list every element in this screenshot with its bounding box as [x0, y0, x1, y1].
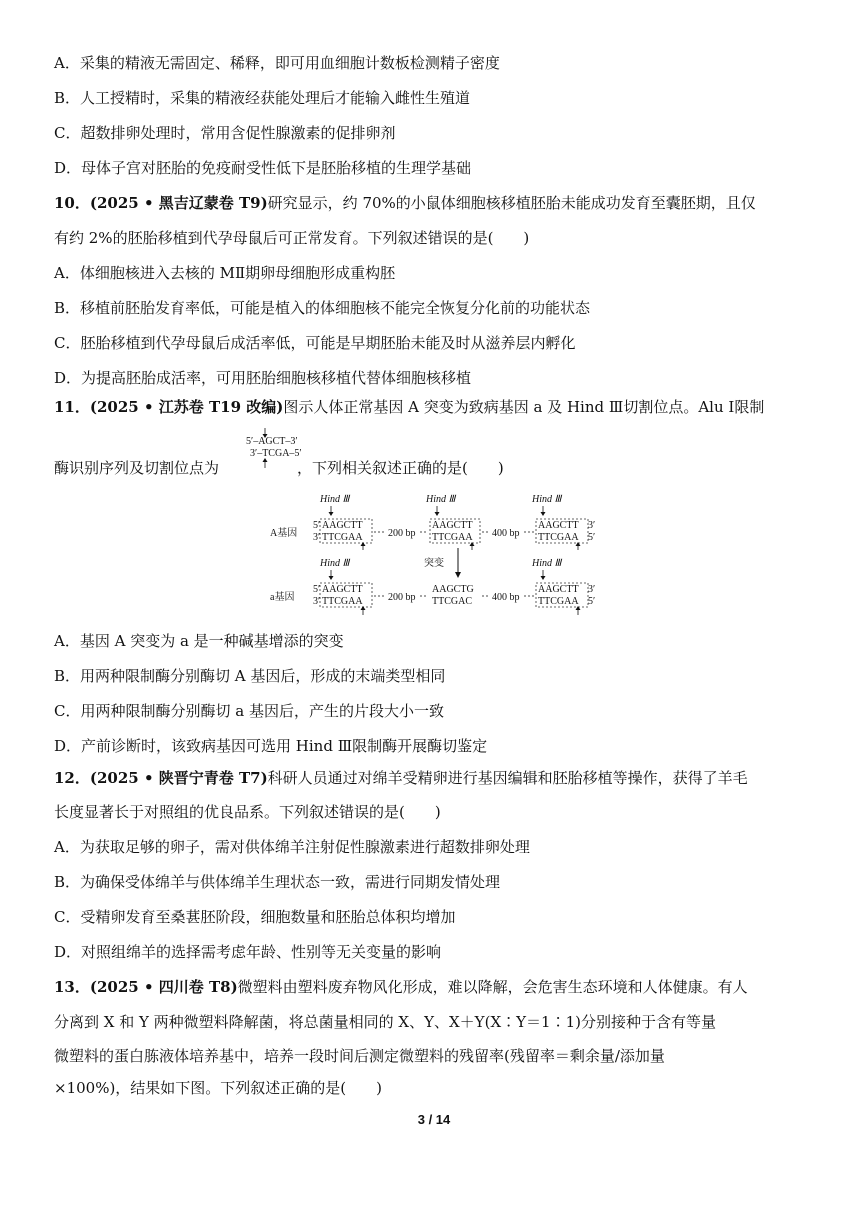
hind-label-4: Hind Ⅲ [532, 558, 562, 569]
A-len-200: 200 bp [388, 528, 416, 539]
A-site1-p5: 5′ [313, 520, 321, 531]
A-site1-bottom: TTCGAA [322, 532, 363, 543]
q11-stem-text2b: ，下列相关叙述正确的是( ) [297, 459, 504, 477]
q12-option-d: D．对照组绵羊的选择需考虑年龄、性别等无关变量的影响 [54, 943, 442, 961]
q11-number: 11． [54, 398, 90, 416]
q11-source: (2025 • 江苏卷 T19 改编) [89, 398, 284, 416]
a-site3-p5: 5′ [588, 596, 596, 607]
a-mut-bottom: TTCGAC [432, 596, 472, 607]
q11-option-d: D．产前诊断时，该致病基因可选用 Hind Ⅲ限制酶开展酶切鉴定 [54, 737, 488, 755]
a-site1-p3: 3′ [313, 596, 321, 607]
q11-stem-line2 [54, 457, 504, 479]
a-site1-top: AAGCTT [322, 584, 363, 595]
q13-stem-line4: ×100%)，结果如下图。下列叙述正确的是( ) [54, 1079, 383, 1097]
q12-source: (2025 • 陕晋宁青卷 T7) [89, 769, 268, 787]
q10-option-b: B．移植前胚胎发育率低，可能是植入的体细胞核不能完全恢复分化前的功能状态 [54, 299, 591, 317]
a-site1-p5: 5′ [313, 584, 321, 595]
q11-stem-line1 [54, 396, 764, 418]
hind-label-1: Hind Ⅲ [320, 494, 350, 505]
A-site1-top: AAGCTT [322, 520, 363, 531]
q12-option-c: C．受精卵发育至桑葚胚阶段，细胞数量和胚胎总体积均增加 [54, 908, 456, 926]
A-site3-top: AAGCTT [538, 520, 579, 531]
alu-seq-top: 5′–AGCT–3′ [246, 436, 298, 447]
q10-number: 10． [54, 194, 90, 212]
q9-option-c: C．超数排卵处理时，常用含促性腺激素的促排卵剂 [54, 124, 396, 142]
gene-mutation-diagram [260, 488, 620, 618]
A-site3-bottom: TTCGAA [538, 532, 579, 543]
a-site3-top: AAGCTT [538, 584, 579, 595]
label-gene-a: a基因 [270, 592, 295, 603]
q13-stem-line1 [54, 976, 748, 998]
q10-stem-line2: 有约 2%的胚胎移植到代孕母鼠后可正常发育。下列叙述错误的是( ) [54, 229, 530, 247]
a-site1-bottom: TTCGAA [322, 596, 363, 607]
q10-option-d: D．为提高胚胎成活率，可用胚胎细胞核移植代替体细胞核移植 [54, 369, 472, 387]
q10-stem-line1 [54, 192, 756, 214]
q11-stem-text2a: 酶识别序列及切割位点为 [54, 459, 220, 477]
q10-option-a: A．体细胞核进入去核的 MⅡ期卵母细胞形成重构胚 [54, 264, 396, 282]
q12-stem-line2: 长度显著长于对照组的优良品系。下列叙述错误的是( ) [54, 803, 441, 821]
q13-stem-line3: 微塑料的蛋白胨液体培养基中，培养一段时间后测定微塑料的残留率(残留率＝剩余量/添加量 [54, 1047, 665, 1065]
A-site3-p5: 5′ [588, 532, 596, 543]
q12-stem-text1: 科研人员通过对绵羊受精卵进行基因编辑和胚胎移植等操作，获得了羊毛 [267, 769, 748, 787]
A-site2-top: AAGCTT [432, 520, 473, 531]
q10-option-c: C．胚胎移植到代孕母鼠后成活率低，可能是早期胚胎未能及时从滋养层内孵化 [54, 334, 576, 352]
A-len-400: 400 bp [492, 528, 520, 539]
q12-stem-line1 [54, 767, 748, 789]
q9-option-d: D．母体子宫对胚胎的免疫耐受性低下是胚胎移植的生理学基础 [54, 159, 472, 177]
q12-option-a: A．为获取足够的卵子，需对供体绵羊注射促性腺激素进行超数排卵处理 [54, 838, 530, 856]
q11-option-a: A．基因 A 突变为 a 是一种碱基增添的突变 [54, 632, 344, 650]
hind-label-3: Hind Ⅲ [532, 494, 562, 505]
q12-option-b: B．为确保受体绵羊与供体绵羊生理状态一致，需进行同期发情处理 [54, 873, 501, 891]
q13-stem-line2: 分离到 X 和 Y 两种微塑料降解菌，将总菌量相同的 X、Y、X＋Y(X∶Y＝1∶1)分别接种于含有等量 [54, 1013, 716, 1031]
q13-source: (2025 • 四川卷 T8) [89, 978, 238, 996]
A-site1-p3: 3′ [313, 532, 321, 543]
q10-source: (2025 • 黑吉辽蒙卷 T9) [89, 194, 268, 212]
A-site2-bottom: TTCGAA [432, 532, 473, 543]
q11-stem-text1: 图示人体正常基因 A 突变为致病基因 a 及 Hind Ⅲ切割位点。Alu Ⅰ限制 [283, 398, 765, 416]
a-mut-top: AAGCTG [432, 584, 474, 595]
label-gene-A: A基因 [270, 528, 298, 539]
q11-option-b: B．用两种限制酶分别酶切 A 基因后，形成的末端类型相同 [54, 667, 446, 685]
hind-label-5: Hind Ⅲ [320, 558, 350, 569]
a-len-400: 400 bp [492, 592, 520, 603]
q10-stem-text1: 研究显示，约 70%的小鼠体细胞核移植胚胎未能成功发育至囊胚期，且仅 [267, 194, 756, 212]
mutation-label: 突变 [424, 558, 444, 569]
alu-seq-bottom: 3′–TCGA–5′ [250, 448, 302, 459]
a-site3-bottom: TTCGAA [538, 596, 579, 607]
A-site3-p3: 3′ [588, 520, 596, 531]
q9-option-a: A．采集的精液无需固定、稀释，即可用血细胞计数板检测精子密度 [54, 54, 500, 72]
hind-label-2: Hind Ⅲ [426, 494, 456, 505]
q12-number: 12． [54, 769, 90, 787]
q11-option-c: C．用两种限制酶分别酶切 a 基因后，产生的片段大小一致 [54, 702, 444, 720]
page-number: 3 / 14 [417, 1112, 451, 1127]
q13-number: 13． [54, 978, 90, 996]
q9-option-b: B．人工授精时，采集的精液经获能处理后才能输入雌性生殖道 [54, 89, 471, 107]
q13-stem-text1: 微塑料由塑料废弃物风化形成，难以降解，会危害生态环境和人体健康。有人 [237, 978, 748, 996]
a-site3-p3: 3′ [588, 584, 596, 595]
a-len-200: 200 bp [388, 592, 416, 603]
